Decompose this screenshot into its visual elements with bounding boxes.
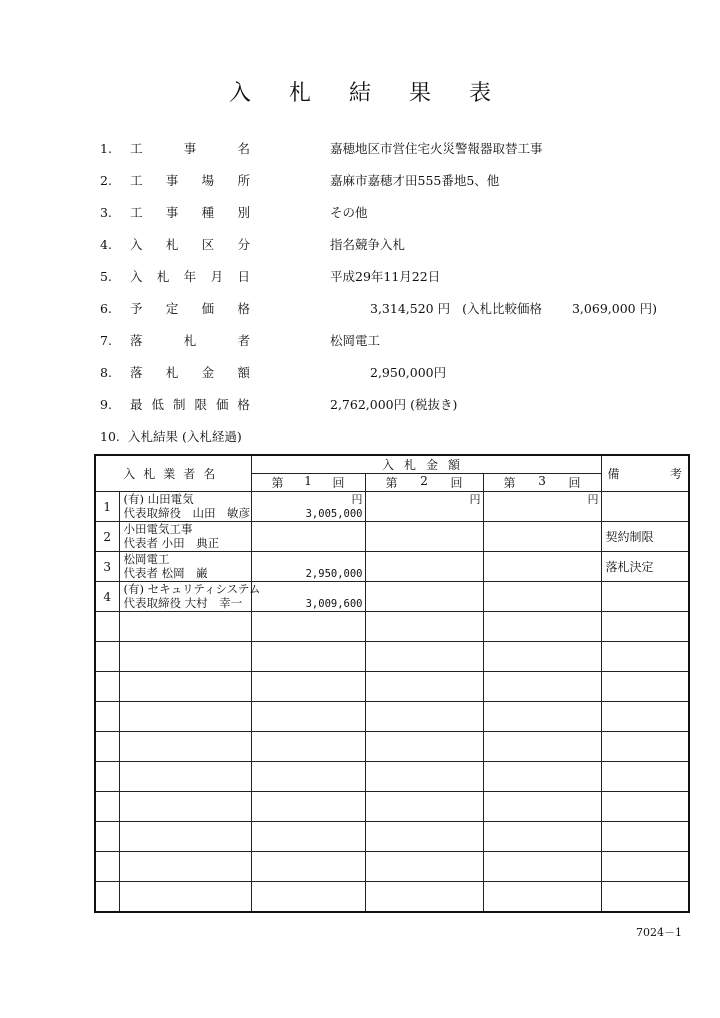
empty-cell — [483, 642, 601, 672]
empty-cell — [251, 612, 365, 642]
item-value: 2,950,000円 — [370, 365, 447, 380]
empty-cell — [365, 852, 483, 882]
empty-cell — [601, 762, 689, 792]
yen-unit: 円 — [469, 493, 481, 506]
empty-cell — [95, 852, 119, 882]
item-label — [130, 138, 250, 160]
empty-cell — [95, 792, 119, 822]
item-number: 5. — [100, 269, 112, 284]
item-label — [130, 170, 250, 192]
empty-cell — [95, 732, 119, 762]
empty-cell — [119, 882, 251, 912]
header-remarks: 備 考 — [601, 455, 689, 492]
empty-cell — [483, 822, 601, 852]
bid-amount-round-3 — [483, 582, 601, 612]
item-number: 7. — [100, 333, 112, 348]
item-10 — [100, 427, 242, 445]
item-number: 1. — [100, 141, 112, 156]
table-row — [95, 852, 689, 882]
bidder-company: (有) 山田電気 — [123, 492, 194, 506]
table-row — [95, 762, 689, 792]
remarks — [601, 582, 689, 612]
empty-cell — [365, 732, 483, 762]
empty-cell — [365, 882, 483, 912]
list-item — [100, 362, 660, 394]
empty-cell — [119, 642, 251, 672]
item-number: 4. — [100, 237, 112, 252]
header-bid-amount: 入札金額 — [251, 455, 601, 474]
bid-amount-round-1: 2,950,000 — [251, 552, 365, 582]
bid-amount-round-1 — [251, 522, 365, 552]
item-number: 9. — [100, 397, 112, 412]
label-char: 名 — [237, 141, 250, 156]
bidder-representative: 代表者 松岡 巌 — [123, 566, 208, 580]
label-char: 別 — [237, 205, 250, 220]
empty-cell — [95, 612, 119, 642]
item-label — [130, 234, 250, 256]
bid-amount-round-2 — [365, 582, 483, 612]
label-char: 落 — [130, 333, 143, 348]
label-char: 限 — [194, 397, 207, 412]
empty-cell — [483, 792, 601, 822]
item-label — [130, 266, 250, 288]
title-char: 結 — [348, 81, 371, 106]
empty-cell — [119, 822, 251, 852]
empty-cell — [251, 882, 365, 912]
empty-cell — [119, 732, 251, 762]
item-value: 平成29年11月22日 — [330, 269, 441, 284]
empty-cell — [251, 852, 365, 882]
label-char: 札 — [183, 333, 197, 348]
bidder-representative: 代表取締役 山田 敏彦 — [123, 506, 250, 520]
item-label — [130, 362, 250, 384]
label-char: 札 — [165, 237, 179, 252]
label-char: 額 — [237, 365, 250, 380]
empty-cell — [365, 762, 483, 792]
list-item — [100, 394, 660, 426]
bid-amount-round-3 — [483, 552, 601, 582]
bidder-name — [119, 522, 251, 552]
item-value: 3,314,520 円 (入札比較価格 3,069,000 円) — [370, 301, 657, 316]
item-value: 2,762,000円 (税抜き) — [330, 397, 458, 412]
item-label — [130, 330, 250, 352]
empty-cell — [95, 672, 119, 702]
empty-cell — [483, 762, 601, 792]
empty-cell — [251, 642, 365, 672]
bidder-name — [119, 492, 251, 522]
list-item — [100, 138, 660, 170]
label-char: 事 — [165, 173, 179, 188]
empty-cell — [251, 762, 365, 792]
label-char: 札 — [156, 269, 170, 284]
row-number: 1 — [95, 492, 119, 522]
empty-cell — [95, 882, 119, 912]
item-value: 嘉麻市嘉穂才田555番地5、他 — [330, 173, 500, 188]
title-char: 表 — [468, 81, 491, 106]
empty-cell — [601, 702, 689, 732]
label-char: 年 — [183, 269, 197, 284]
empty-cell — [601, 822, 689, 852]
empty-cell — [119, 762, 251, 792]
empty-cell — [251, 702, 365, 732]
header-round-3: 第 3 回 — [483, 474, 601, 492]
yen-unit: 円 — [351, 493, 363, 506]
label-char: 分 — [237, 237, 250, 252]
title-char: 果 — [408, 81, 431, 106]
label-char: 価 — [215, 397, 229, 412]
bidder-company: 小田電気工事 — [123, 522, 193, 536]
table-row — [95, 822, 689, 852]
title-char: 札 — [288, 81, 311, 106]
empty-cell — [483, 882, 601, 912]
document-title — [0, 76, 720, 107]
label-char: 低 — [151, 397, 164, 412]
remarks: 落札決定 — [601, 552, 689, 582]
remarks — [601, 492, 689, 522]
label-char: 格 — [237, 301, 250, 316]
empty-cell — [483, 672, 601, 702]
bidder-representative: 代表者 小田 典正 — [123, 536, 220, 550]
empty-cell — [483, 732, 601, 762]
empty-cell — [601, 612, 689, 642]
item-label — [130, 298, 250, 320]
row-number: 4 — [95, 582, 119, 612]
table-row — [95, 582, 689, 612]
title-char: 入 — [228, 81, 251, 106]
bidder-representative: 代表取締役 大村 幸一 — [123, 596, 243, 610]
empty-cell — [365, 672, 483, 702]
label-char: 入 — [130, 269, 143, 284]
label-char: 最 — [130, 397, 143, 412]
empty-cell — [601, 732, 689, 762]
label-char: 区 — [201, 237, 215, 252]
table-row — [95, 732, 689, 762]
empty-cell — [251, 732, 365, 762]
label-char: 工 — [130, 141, 143, 156]
empty-cell — [365, 792, 483, 822]
empty-cell — [365, 822, 483, 852]
empty-cell — [119, 672, 251, 702]
empty-cell — [601, 672, 689, 702]
empty-cell — [251, 822, 365, 852]
label-char: 落 — [130, 365, 143, 380]
bidder-name — [119, 552, 251, 582]
label-char: 定 — [165, 301, 179, 316]
label-char: 所 — [237, 173, 250, 188]
header-bidder-name: 入札業者名 — [95, 455, 251, 492]
table-row — [95, 882, 689, 912]
empty-cell — [483, 852, 601, 882]
empty-cell — [119, 612, 251, 642]
empty-cell — [251, 672, 365, 702]
empty-cell — [119, 702, 251, 732]
empty-cell — [95, 642, 119, 672]
empty-cell — [119, 852, 251, 882]
list-item — [100, 298, 660, 330]
label-char: 日 — [237, 269, 250, 284]
label-char: 価 — [201, 301, 215, 316]
label-char: 事 — [165, 205, 179, 220]
empty-cell — [365, 612, 483, 642]
bid-amount-round-1: 3,009,600 — [251, 582, 365, 612]
item-value: 嘉穂地区市営住宅火災警報器取替工事 — [330, 141, 543, 156]
list-item — [100, 234, 660, 266]
item-label — [130, 202, 250, 224]
empty-cell — [119, 792, 251, 822]
yen-unit: 円 — [587, 493, 599, 506]
list-item — [100, 202, 660, 234]
list-item — [100, 170, 660, 202]
item-10-label: 入札結果 (入札経過) — [127, 429, 242, 444]
bid-amount-round-2 — [365, 522, 483, 552]
list-item — [100, 266, 660, 298]
item-label — [130, 394, 250, 416]
empty-cell — [601, 792, 689, 822]
table-row — [95, 642, 689, 672]
header-round-2: 第 2 回 — [365, 474, 483, 492]
empty-cell — [365, 642, 483, 672]
empty-cell — [483, 612, 601, 642]
list-item — [100, 330, 660, 362]
empty-cell — [251, 792, 365, 822]
empty-cell — [601, 852, 689, 882]
bid-amount-round-2 — [365, 552, 483, 582]
bid-amount-round-3 — [483, 492, 601, 522]
table-row — [95, 612, 689, 642]
row-number: 3 — [95, 552, 119, 582]
label-char: 格 — [237, 397, 250, 412]
empty-cell — [601, 642, 689, 672]
label-char: 入 — [130, 237, 143, 252]
label-char: 工 — [130, 205, 143, 220]
empty-cell — [483, 702, 601, 732]
page-number: 7024－1 — [636, 926, 682, 939]
label-char: 工 — [130, 173, 143, 188]
label-char: 札 — [165, 365, 179, 380]
empty-cell — [95, 702, 119, 732]
label-char: 月 — [210, 269, 224, 284]
item-number: 2. — [100, 173, 112, 188]
bidder-name — [119, 582, 261, 612]
empty-cell — [365, 702, 483, 732]
label-char: 金 — [201, 365, 215, 380]
header-round-1: 第 1 回 — [251, 474, 365, 492]
bid-amount-round-1: 円 3,005,000 — [251, 492, 365, 522]
bid-results-table — [94, 454, 690, 913]
item-10-number: 10. — [100, 429, 120, 444]
item-number: 3. — [100, 205, 112, 220]
bid-amount-round-2 — [365, 492, 483, 522]
label-char: 事 — [183, 141, 197, 156]
label-char: 制 — [172, 397, 186, 412]
row-number: 2 — [95, 522, 119, 552]
table-row — [95, 522, 689, 552]
bidder-company: 松岡電工 — [123, 552, 170, 566]
bidder-company: (有) セキュリティシステム — [123, 582, 261, 596]
item-number: 8. — [100, 365, 112, 380]
item-value: 松岡電工 — [330, 333, 381, 348]
label-char: 予 — [130, 301, 143, 316]
table-row — [95, 672, 689, 702]
item-value: 指名競争入札 — [330, 237, 406, 252]
item-list — [100, 138, 660, 426]
item-value: その他 — [330, 205, 368, 220]
remarks: 契約制限 — [601, 522, 689, 552]
table-row — [95, 492, 689, 522]
label-char: 場 — [201, 173, 215, 188]
table-row — [95, 552, 689, 582]
table-row — [95, 702, 689, 732]
item-number: 6. — [100, 301, 112, 316]
label-char: 者 — [237, 333, 250, 348]
empty-cell — [95, 762, 119, 792]
table-row — [95, 792, 689, 822]
empty-cell — [601, 882, 689, 912]
empty-cell — [95, 822, 119, 852]
bid-amount-round-3 — [483, 522, 601, 552]
label-char: 種 — [201, 205, 215, 220]
